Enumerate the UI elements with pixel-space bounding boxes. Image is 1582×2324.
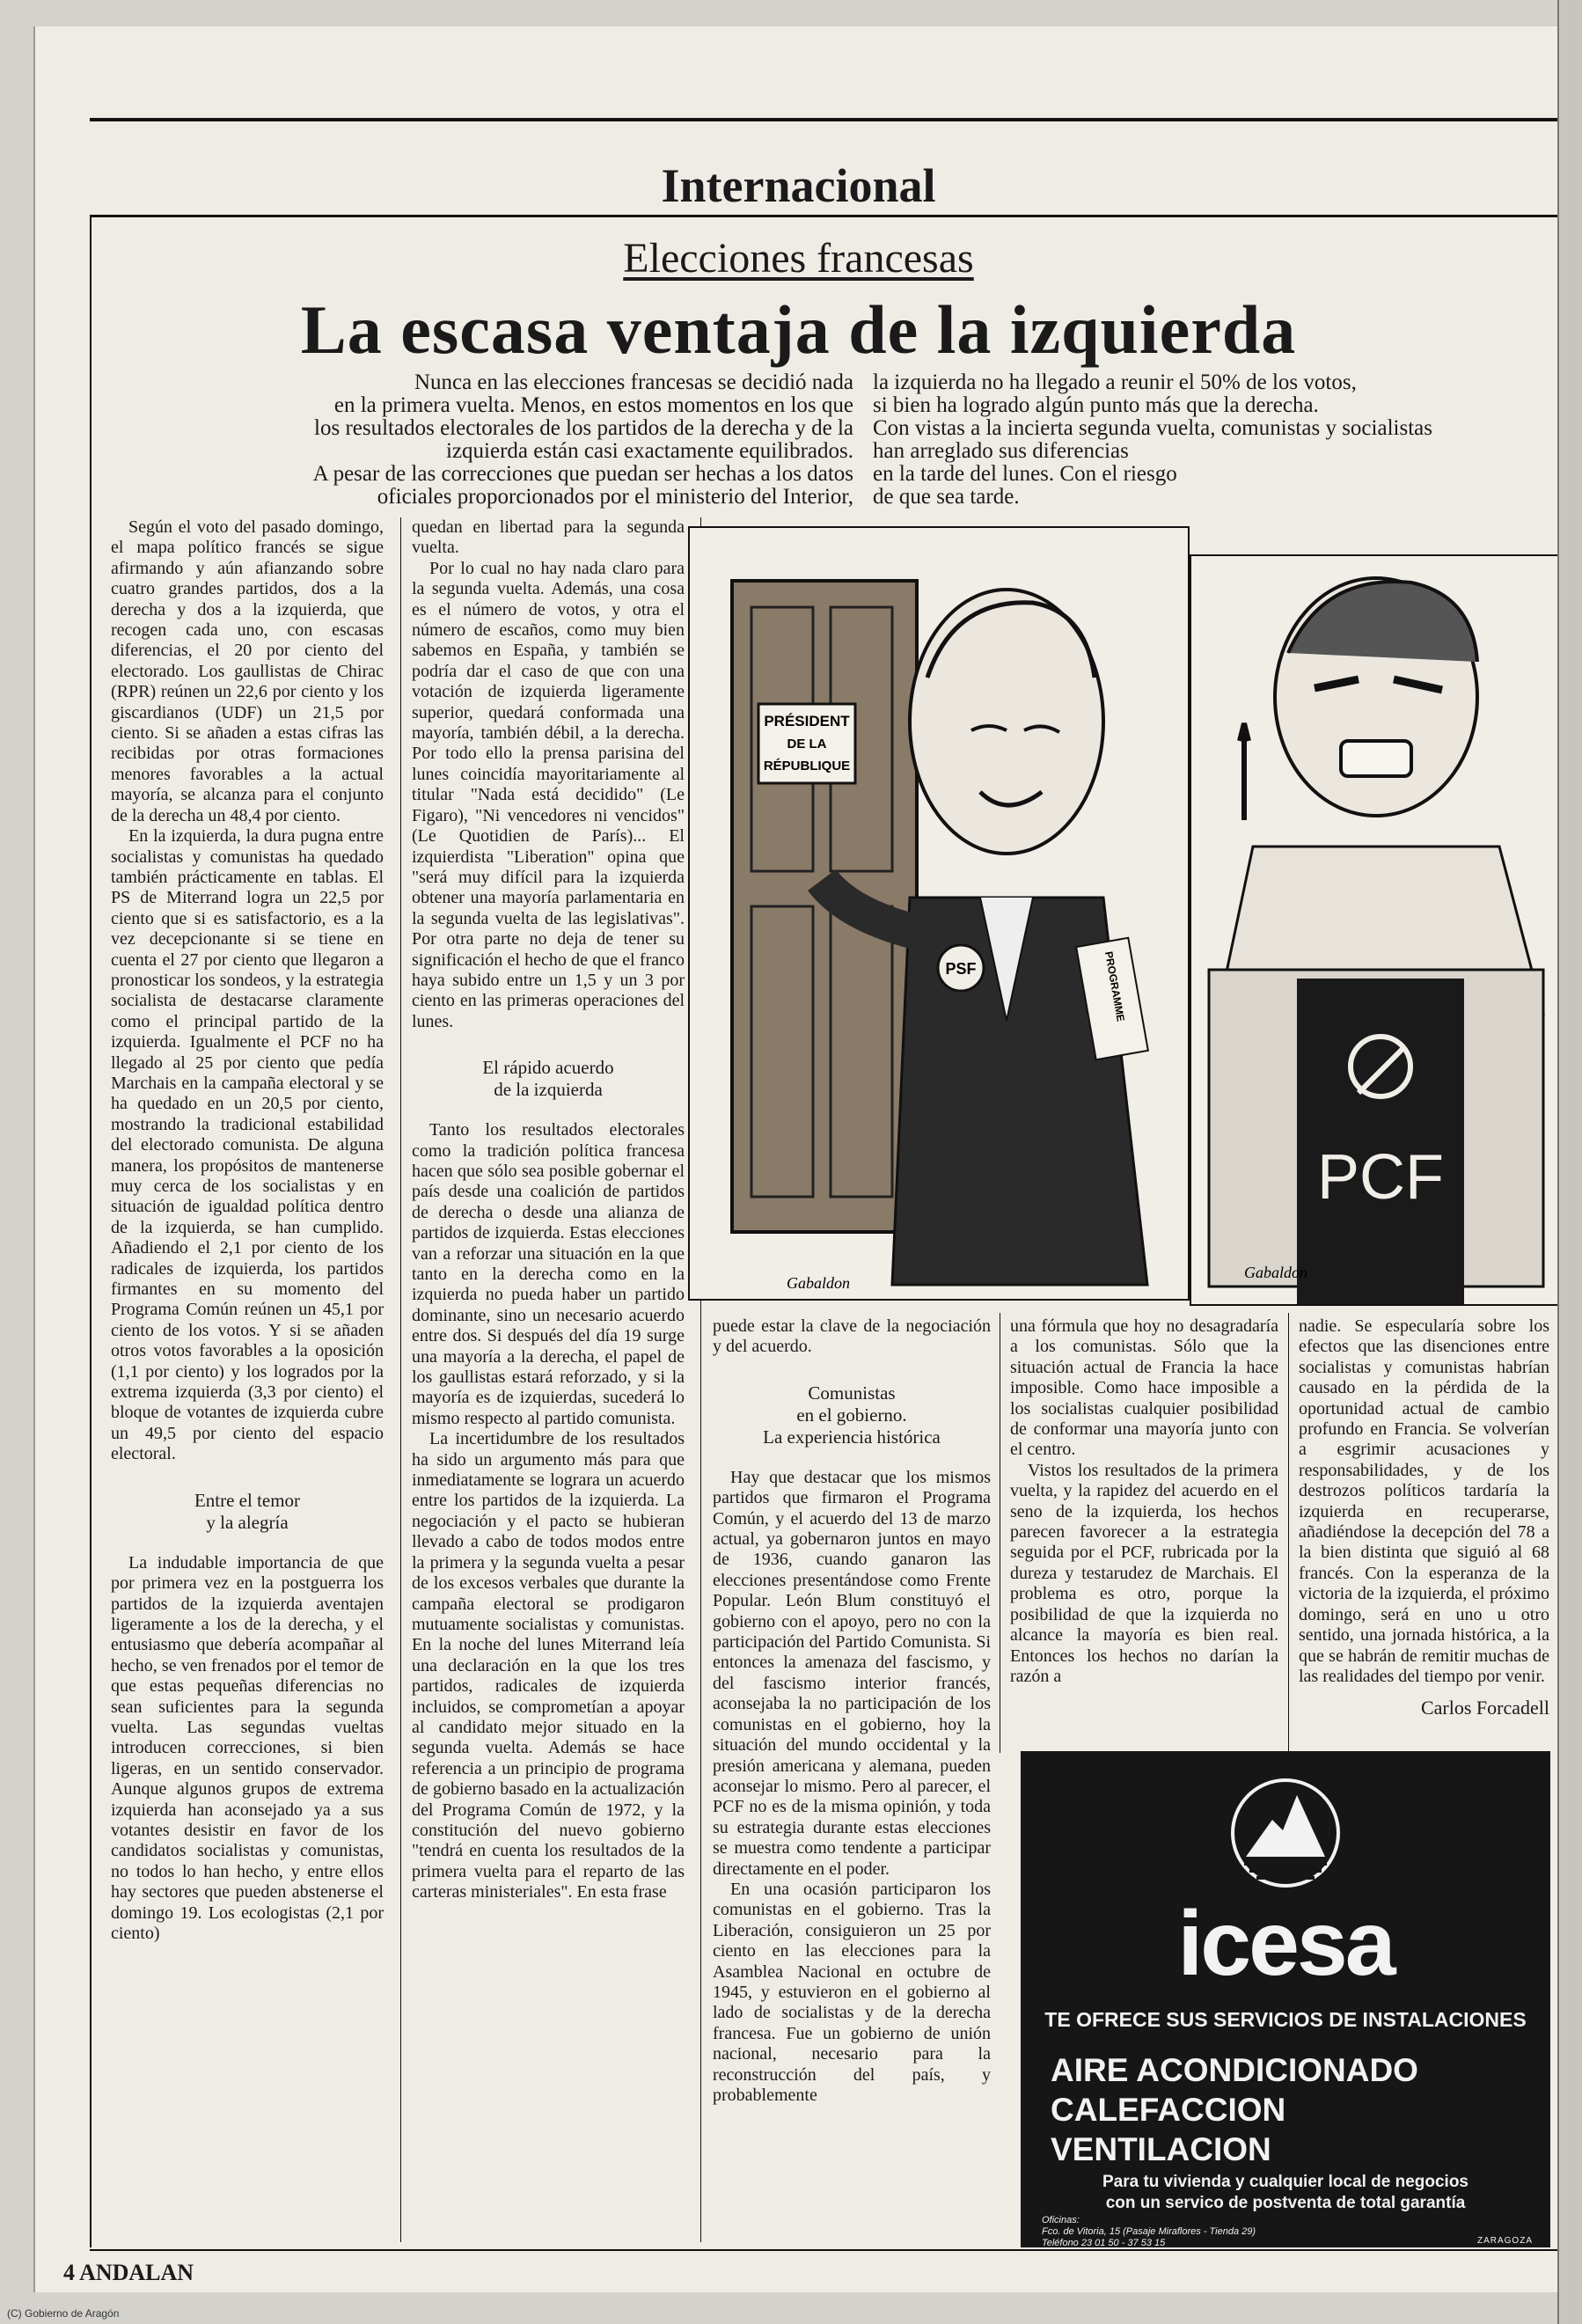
bottom-rule	[90, 2249, 1561, 2251]
paragraph: La incertidumbre de los resultados ha sido un argumento más para que inmediatamente se lograra un acuerdo entre los partidos de la izquierda. La negociación y el pacto se hubieran llevado a cabo de todos modos entre la primera y la segunda vuelta a pesar de los excesos verbales que durante la campaña electoral se prodigaron mutuamente socialistas y comunistas. En la noche del lunes Miterrand leía una declaración en la que los tres partidos, radicales de izquierda incluidos, se comprometían a apoyar al candidato mejor situado en la segunda vuelta. Además se hace referencia a un principio de programa de gobierno basado en la actualización del Programa Común de 1972, y la constitución del nuevo gobierno "tendrá en cuenta los resultados de la primera vuelta para el reparto de las carteras ministeriales". En esta frase	[412, 1429, 685, 1902]
copyright-credit: (C) Gobierno de Aragón	[7, 2307, 120, 2320]
paragraph: Por lo cual no hay nada claro para la segunda vuelta. Además, una cosa es el número de votos, y otra el número de escaños, como muy bien sabemos en España, y también se podría dar el caso de que con una votación de izquierda ligeramente superior, quedará conformada una mayoría, también débil, a la derecha. Por todo ello la prensa parisina del lunes coincidía mayoritariamente al titular "Nada está decidido" (Le Figaro), "Ni vencedores ni vencidos" (Le Quotidien de París)... El izquierdista "Liberation" opina que "será muy difícil para la izquierda obtener una mayoría parlamentaria en la segunda vuelta de las legislativas". Por otra parte no deja de tener su significación el hecho de que el franco haya subido entre un 1,5 y un 3 por ciento en las primeras operaciones del lunes.	[412, 558, 685, 1031]
lead-line: oficiales proporcionados por el ministerio del Interior,	[377, 485, 853, 509]
subheading	[412, 1057, 685, 1101]
column-rule	[1288, 1313, 1289, 1753]
lead-line: los resultados electorales de los partidos de la derecha y de la	[314, 416, 853, 440]
lead-line: si bien ha logrado algún punto más que la derecha.	[873, 393, 1319, 417]
paragraph: En una ocasión participaron los comunistas en el gobierno. Tras la Liberación, consiguieron un 25 por ciento en las elecciones para la Asamblea Nacional en octubre de 1945, y estuvieron en el gobierno al lado de socialistas y de la derecha francesa. Fue un gobierno de unión nacional, necesario para la reconstrucción del país, y probablemente	[713, 1879, 991, 2105]
lead-line: Con vistas a la incierta segunda vuelta, comunistas y socialistas	[873, 416, 1432, 440]
lead-line: A pesar de las correcciones que puedan ser hechas a los datos	[312, 462, 853, 486]
subheading-line: de la izquierda	[494, 1079, 603, 1101]
frame-left-rule	[90, 215, 92, 2247]
paragraph: nadie. Se especularía sobre los efectos que las disenciones entre socialistas y comunistas habrían causado en la pérdida de la oportunidad actual de cambio profundo en Francia. Se volverían a esgrimir acusaciones y responsabilidades, y de los destrozos políticos tardaría la izquierda en recuperarse, añadiéndose la decepción del 78 a la bien distinta que siguió al 68 francés. Con la esperanza de la victoria de la izquierda, el próximo domingo, será en uno u otro sentido, una jornada histórica, a la que se habrán de remitir muchas de las realidades del tiempo por venir.	[1299, 1316, 1549, 1686]
door-sign-line: DE LA	[787, 737, 827, 751]
cartoon-right-panel	[1190, 554, 1563, 1306]
column-4	[1010, 1316, 1278, 1687]
subheading-line: y la alegría	[206, 1511, 289, 1533]
ad-contact	[1042, 2215, 1256, 2249]
paragraph: Tanto los resultados electorales como la tradición política francesa hacen que sólo sea posible gobernar el país desde una coalición de partidos de derecha o desde una alianza de partidos de izquierda. Estas elecciones van a reforzar una situación en la que tanto en la derecha como en la izquierda no pueda haber un partido dominante, sino un necesario acuerdo entre dos. Si después del día 19 surge una mayoría a la derecha, el papel de los gaullistas estará reforzado, y si la mayoría es de izquierdas, sucederá lo mismo respecto al partido comunista.	[412, 1120, 685, 1428]
caricature-pcf-illustration	[1191, 556, 1561, 1304]
subheading-line: La experiencia histórica	[763, 1426, 941, 1448]
ad-tagline: TE OFRECE SUS SERVICIOS DE INSTALACIONES	[1044, 2008, 1527, 2031]
lead-line: Nunca en las elecciones francesas se decidió nada	[414, 370, 853, 394]
office-address: Fco. de Vitoria, 15 (Pasaje Miraflores - Tienda 29)	[1042, 2226, 1256, 2237]
paragraph: una fórmula que hoy no desagradaría a los comunistas. Sólo que la situación actual de Francia la hace imposible. Como hace imposible a los socialistas cualquier posibilidad de conformar una mayoría junto con el centro.	[1010, 1316, 1278, 1460]
subheading-line: Comunistas	[808, 1382, 896, 1404]
paragraph: quedan en libertad para la segunda vuelta.	[412, 517, 685, 558]
door-sign-line: PRÉSIDENT	[764, 713, 850, 729]
section-title: Internacional	[661, 159, 936, 212]
section-rule	[90, 215, 1561, 217]
adjacent-page-edge	[1557, 0, 1582, 2324]
lead-left	[106, 371, 853, 509]
paragraph: En la izquierda, la dura pugna entre socialistas y comunistas ha quedado también prácticamente en tablas. El PS de Miterrand logra un 22,5 por ciento que si es satisfactorio, es a la vez decepcionante si se tiene en cuenta el 27 por ciento que llegaron a pronosticar los sondeos, y la estrategia socialista de destacarse claramente como el principal partido de la izquierda. Igualmente el PCF no ha llegado al 25 por ciento que pedía Marchais en la campaña electoral y se ha quedado en un 20,5 por ciento, mostrando la tradicional estabilidad del electorado comunista. De alguna manera, los propósitos de mantenerse muy cerca de los socialistas y en situación de igualdad política dentro de la izquierda, se han cumplido. Añadiendo el 2,1 por ciento de los radicales de izquierda, los partidos firmantes en su momento del Programa Común reúnen un 45,1 por ciento de los votos. Y si se añaden otros votos favorables a la oposición (1,1 por ciento) y los logrados por la extrema izquierda (3,3 por ciento) el bloque de votantes de izquierda cubre un 49,5 por ciento del espacio electoral.	[111, 826, 384, 1464]
paragraph: Vistos los resultados de la primera vuelta, y la rapidez del acuerdo en el seno de la izquierda, los hechos parecen favorecer a la estrategia seguida por el PCF, rubricada por la dureza y testarudez de Marchais. El problema es otro, porque la posibilidad de que la izquierda no alcance la mayoría es bien real. Entonces los hechos no darían la razón a	[1010, 1460, 1278, 1686]
subheading-line: en el gobierno.	[796, 1404, 907, 1426]
lead-line: en la primera vuelta. Menos, en estos momentos en los que	[333, 393, 853, 417]
paragraph: La indudable importancia de que por primera vez en la postguerra los partidos de la izquierda aventajen ligeramente a los de la derecha, y el entusiasmo que debería acompañar al hecho, se ven frenados por el temor de que estas pequeñas diferencias no sean suficientes para la segunda vuelta. Las segundas vueltas introducen correcciones, si bien ligeras, en un sentido conservador. Aunque algunos grupos de extrema izquierda han aconsejado ya a sus votantes desistir en favor de los candidatos socialistas y comunistas, no todos lo han hecho, y entre ellos hay sectores que pueden abstenerse el domingo 19. Los ecologistas (2,1 por ciento)	[111, 1552, 384, 1943]
offices-label: Oficinas:	[1042, 2215, 1080, 2225]
paragraph: Según el voto del pasado domingo, el mapa político francés se sigue afirmando y aún afianzando sobre cuatro grandes partidos, dos a la derecha y dos a la izquierda, que recogen cada uno, con escasas diferencias, el 20 por ciento del electorado. Los gaullistas de Chirac (RPR) reúnen un 22,6 por ciento y los giscardianos (UDF) un 21,5 por ciento. Si se añaden a estas cifras las recibidas por otras formaciones menores favorables a la actual mayoría, se alcanza para el conjunto de la derecha un 48,4 por ciento.	[111, 517, 384, 825]
author-signature: Carlos Forcadell	[1420, 1697, 1549, 1719]
office-phones: Teléfono 23 01 50 - 37 53 15	[1042, 2238, 1166, 2248]
column-3	[713, 1316, 991, 2106]
pitch-line: Para tu vivienda y cualquier local de negocios	[1102, 2173, 1469, 2191]
door-sign-line: RÉPUBLIQUE	[763, 759, 851, 773]
page-folio: 4 ANDALAN	[63, 2260, 194, 2285]
ad-pitch	[1021, 2172, 1550, 2214]
article-headline: La escasa ventaja de la izquierda	[300, 291, 1297, 368]
newspaper-page	[33, 26, 1562, 2292]
pitch-line: con un servico de postventa de total garantía	[1105, 2194, 1466, 2212]
brand-name: icesa	[1177, 1893, 1394, 1995]
column-rule	[400, 517, 401, 2242]
service-item: AIRE ACONDICIONADO	[1051, 2052, 1418, 2088]
subheading	[111, 1490, 384, 1534]
psf-badge: PSF	[945, 960, 977, 978]
lead-line: la izquierda no ha llegado a reunir el 50% de los votos,	[873, 370, 1357, 394]
subheading	[713, 1382, 991, 1448]
column-5	[1299, 1316, 1549, 1719]
paragraph: puede estar la clave de la negociación y del acuerdo.	[713, 1316, 991, 1357]
service-item: VENTILACION	[1051, 2131, 1271, 2167]
column-2	[412, 517, 685, 1903]
mountain-logo-icon	[1228, 1776, 1343, 1890]
paragraph: Hay que destacar que los mismos partidos que firmaron el Programa Común, y el acuerdo del 13 de marzo actual, ya gobernaron juntos en mayo de 1936, cuando ganaron las elecciones presentándose como Frente Popular. León Blum constituyó el gobierno con el apoyo, pero no con la participación del Partido Comunista. Si entonces la amenaza del fascismo, y del fascismo interior francés, aconsejaba la no participación de los comunistas en el gobierno, hoy la situación del mundo occidental y la presión americana y alemana, pueden aconsejar lo mismo. Pero al parecer, el PCF no es de la misma opinión, y toda su estrategia durante estas elecciones se muestra como tendente a participar directamente en el poder.	[713, 1467, 991, 1879]
article-kicker: Elecciones francesas	[623, 235, 974, 282]
lead-line: de que sea tarde.	[873, 485, 1020, 509]
services-list	[1051, 2050, 1418, 2169]
lead-line: han arreglado sus diferencias	[873, 439, 1129, 463]
artist-signature: Gabaldon	[787, 1274, 850, 1292]
service-item: CALEFACCION	[1051, 2092, 1286, 2128]
caricature-psf-illustration	[690, 528, 1188, 1299]
artist-signature: Gabaldon	[1244, 1264, 1307, 1281]
programme-paper: PROGRAMME	[1102, 950, 1127, 1023]
lead-line: en la tarde del lunes. Con el riesgo	[873, 462, 1177, 486]
pcf-banner: PCF	[1317, 1142, 1444, 1213]
subheading-line: El rápido acuerdo	[482, 1057, 614, 1079]
subheading-line: Entre el temor	[194, 1489, 301, 1511]
icesa-advertisement	[1021, 1751, 1550, 2247]
ad-city: ZARAGOZA	[1476, 2236, 1533, 2246]
cartoon-left-panel	[688, 526, 1190, 1301]
column-1	[111, 517, 384, 1944]
lead-right	[873, 371, 1542, 509]
lead-line: izquierda están casi exactamente equilibrados.	[446, 439, 853, 463]
top-rule	[90, 118, 1561, 121]
